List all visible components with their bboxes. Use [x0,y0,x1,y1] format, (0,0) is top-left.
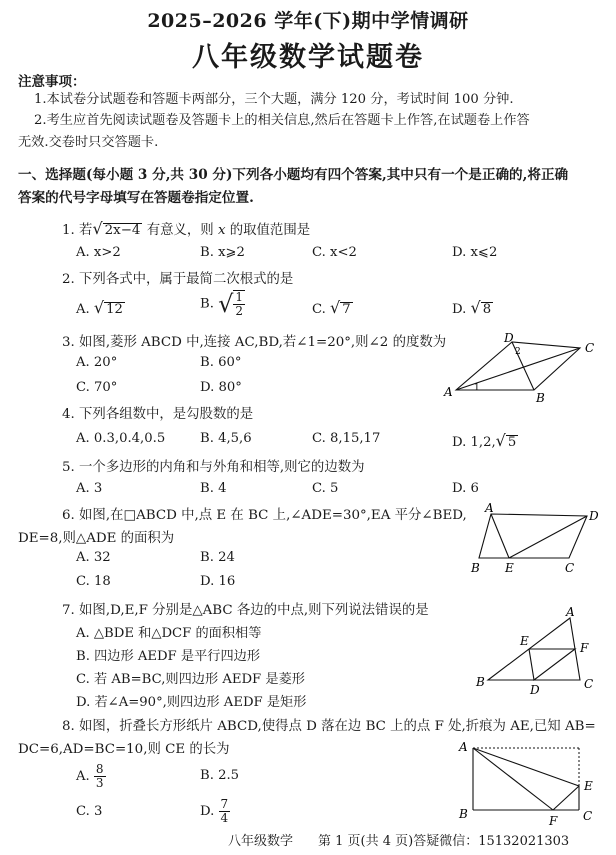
q3-label-d: D [504,332,514,345]
q2-stem: 2. 下列各式中，属于最简二次根式的是 [62,272,294,287]
q6-stem-line1: 6. 如图,在□ABCD 中,点 E 在 BC 上,∠ADE=30°,EA 平分∠BED, [62,508,467,523]
q1-option-b: B. x⩾2 [200,245,245,260]
q2-d-radicand: 8 [482,302,492,317]
note-item-1: 1.本试卷分试题卷和答题卡两部分，三个大题，满分 120 分，考试时间 100 分钟. [34,92,514,107]
q6-option-a: A. 32 [76,550,111,565]
q8-a-denominator: 3 [95,776,104,790]
q8-label-c: C [583,809,593,823]
q7-label-d: D [530,683,540,697]
q3-stem: 3. 如图,菱形 ABCD 中,连接 AC,BD,若∠1=20°,则∠2 的度数为 [62,335,447,350]
q8-option-c: C. 3 [76,804,103,819]
q8-d-numerator: 7 [220,797,229,811]
q7-label-f: F [580,641,589,655]
q2-a-radicand: 12 [106,302,123,317]
q8-option-a [76,763,106,790]
footer-page: 第 1 页(共 4 页)答疑微信：15132021303 [318,834,570,849]
q7-label-c: C [584,677,594,691]
q2-b-label: B. [200,296,214,312]
footer-subject: 八年级数学 [228,834,294,849]
q5-option-d: D. 6 [452,481,479,496]
q7-option-b: B. 四边形 AEDF 是平行四边形 [76,649,261,664]
q7-option-d: D. 若∠A=90°,则四边形 AEDF 是矩形 [76,695,307,710]
q6-label-d: D [589,509,599,523]
q6-stem-line2: DE=8,则△ADE 的面积为 [18,531,175,546]
q8-folded-rectangle-figure [455,738,605,828]
q3-label-b: B [536,391,545,404]
q8-a-numerator: 8 [95,762,104,776]
q6-label-e: E [505,561,514,575]
q5-option-a: A. 3 [76,481,103,496]
q2-option-a: A. √ 12 [76,298,123,317]
q3-label-a: A [444,385,453,399]
q3-label-c: C [585,341,595,355]
q8-option-b: B. 2.5 [200,768,240,783]
q2-option-d: D. √ 8 [452,298,492,317]
q1-stem: 1. 若√ 2x−4 有意义，则 x 的取值范围是 [62,219,311,238]
q2-c-label: C. [312,302,326,317]
q6-label-b: B [471,561,480,575]
q7-label-b: B [476,675,485,689]
q5-option-c: C. 5 [312,481,339,496]
q7-triangle-figure [470,604,600,698]
q1-pre: 1. 若 [62,223,93,238]
q6-option-c: C. 18 [76,574,111,589]
q2-c-radicand: 7 [342,302,351,317]
q8-label-f: F [549,814,558,828]
note-item-2a: 2.考生应首先阅读试题卷及答题卡上的相关信息,然后在答题卡上作答,在试题卷上作答 [34,113,530,128]
q4-option-b: B. 4,5,6 [200,431,252,446]
q7-option-c: C. 若 AB=BC,则四边形 AEDF 是菱形 [76,672,305,687]
q7-option-a: A. △BDE 和△DCF 的面积相等 [76,626,262,641]
q2-b-denominator: 2 [235,304,244,318]
q7-stem: 7. 如图,D,E,F 分别是△ABC 各边的中点,则下列说法错误的是 [62,603,429,618]
q3-option-c: C. 70° [76,380,118,395]
section1-line2: 答案的代号字母填写在答题卷指定位置. [18,190,254,206]
q1-radicand: 2x−4 [104,223,141,238]
q8-stem-line2: DC=6,AD=BC=10,则 CE 的长为 [18,742,230,757]
q2-d-label: D. [452,302,467,317]
q6-option-b: B. 24 [200,550,235,565]
q3-option-a: A. 20° [76,355,118,370]
q8-a-label: A. [76,769,90,784]
q8-option-d [200,798,230,825]
q3-rhombus-figure [440,332,600,404]
q1-post: 有意义，则 [146,223,214,238]
q7-label-a: A [566,605,575,619]
q5-stem: 5. 一个多边形的内角和与外角和相等,则它的边数为 [62,460,365,475]
q4-stem: 4. 下列各组数中，是勾股数的是 [62,407,254,422]
q4-d-radicand: 5 [507,435,517,450]
q2-option-b: B. √ $\frac{1}{2}$ [200,290,244,318]
q6-parallelogram-figure [465,502,605,578]
section1-line1: 一、选择题(每小题 3 分,共 30 分)下列各小题均有四个答案,其中只有一个是正确的,将正确 [18,167,569,183]
q6-option-d: D. 16 [200,574,236,589]
q3-option-d: D. 80° [200,380,242,395]
notes-title: 注意事项： [18,74,86,90]
q6-label-c: C [565,561,575,575]
exam-title-line1: 2025–2026 学年(下)期中学情调研 [147,10,469,32]
q8-label-b: B [459,807,468,821]
q1-option-c: C. x<2 [312,245,357,260]
note-item-2b: 无效.交卷时只交答题卡. [18,135,159,150]
q3-angle-1: 1 [474,383,480,393]
q3-angle-2: 2 [515,347,521,357]
q7-label-e: E [520,634,529,648]
q2-option-c: C. √ 7 [312,298,351,317]
q1-post2: 的取值范围是 [229,223,311,238]
exam-title-line2: 八年级数学试题卷 [192,42,424,73]
q8-label-e: E [584,779,593,793]
q4-option-a: A. 0.3,0.4,0.5 [76,431,166,446]
q1-option-d: D. x⩽2 [452,245,498,260]
q6-label-a: A [485,502,494,515]
q8-stem-line1: 8. 如图，折叠长方形纸片 ABCD,使得点 D 落在边 BC 上的点 F 处,折痕为 AE,已知 AB= [62,719,596,734]
q2-b-numerator: 1 [235,290,244,304]
q5-option-b: B. 4 [200,481,227,496]
q8-d-label: D. [200,804,215,819]
q2-a-label: A. [76,302,90,317]
q4-d-label: D. 1,2, [452,435,496,450]
q4-option-d: D. 1,2,√ 5 [452,431,517,450]
q1-var: x [217,223,226,238]
q4-option-c: C. 8,15,17 [312,431,381,446]
q1-option-a: A. x>2 [76,245,121,260]
q8-d-denominator: 4 [220,811,229,825]
q8-label-a: A [459,740,468,754]
q3-option-b: B. 60° [200,355,242,370]
